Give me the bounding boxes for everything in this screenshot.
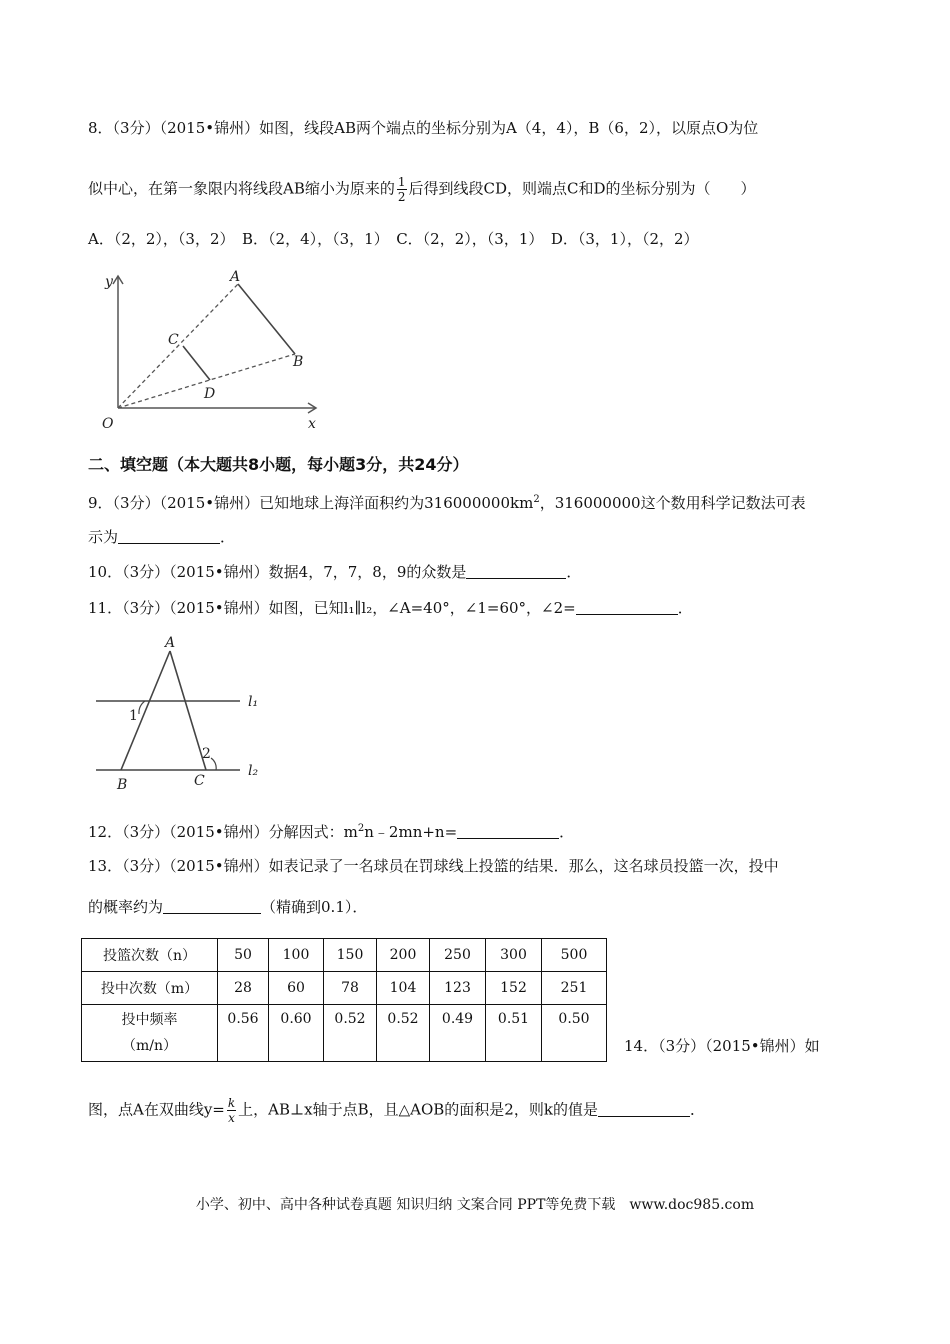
side-ac — [170, 651, 206, 770]
q12-text-b: n﹣2mn+n= — [364, 823, 458, 841]
page-footer: 小学、初中、高中各种试卷真题 知识归纳 文案合同 PPT等免费下载 www.doc985.com — [195, 1197, 755, 1213]
q8-line2-text-b: 后得到线段CD，则端点C和D的坐标分别为（ ） — [408, 179, 756, 198]
q10-text: 10．（3分）（2015•锦州）数据4，7，7，8，9的众数是 — [88, 563, 467, 581]
q11-end: ． — [677, 599, 693, 617]
q13-line1: 13．（3分）（2015•锦州）如表记录了一名球员在罚球线上投篮的结果．那么，这名球员投篮一次，投中 — [88, 857, 779, 875]
label-a: A — [230, 269, 241, 285]
label-c: C — [194, 773, 205, 789]
row-label-hits: 投中次数（m） — [82, 972, 218, 1005]
label-angle1: 1 — [129, 708, 138, 724]
q12-answer-blank[interactable] — [457, 824, 559, 839]
label-b: B — [117, 777, 128, 793]
table-row — [82, 972, 607, 1005]
q14-line1: 14．（3分）（2015•锦州）如 — [624, 1037, 820, 1055]
angle2-arc — [211, 758, 216, 770]
row-label-frequency — [82, 1005, 218, 1062]
shooting-table — [81, 938, 607, 1062]
q14-frac-den: x — [228, 1111, 235, 1125]
q13-line2 — [88, 897, 367, 917]
table-cell: 0.52 — [377, 1005, 430, 1062]
q14-text-a: 图，点A在双曲线y= — [88, 1100, 225, 1119]
q10-line — [88, 562, 581, 582]
label-a: A — [165, 635, 176, 651]
table-cell: 28 — [218, 972, 269, 1005]
label-x: x — [308, 416, 316, 432]
q14-line2 — [88, 1096, 705, 1125]
q12-text-a: 12．（3分）（2015•锦州）分解因式：m — [88, 823, 358, 841]
q13-line2-text-a: 的概率约为 — [88, 898, 164, 916]
q9-line2 — [88, 527, 235, 547]
q11-figure — [88, 634, 288, 796]
q11-answer-blank[interactable] — [576, 600, 678, 615]
row-label-frequency-l1: 投中频率 — [121, 1012, 178, 1028]
table-cell: 60 — [269, 972, 324, 1005]
table-row — [82, 1005, 607, 1062]
q8-figure — [88, 262, 328, 434]
q8-fraction — [397, 175, 407, 204]
row-label-attempts: 投篮次数（n） — [82, 939, 218, 972]
segment-cd — [183, 346, 210, 380]
segment-ab — [238, 284, 295, 354]
q14-text-b: 上，AB⊥x轴于点B，且△AOB的面积是2，则k的值是 — [238, 1100, 598, 1119]
q8-line1: 8．（3分）（2015•锦州）如图，线段AB两个端点的坐标分别为A（4，4），B（6，2），以原点O为位 — [88, 119, 759, 137]
q8-options: A．（2，2），（3，2） B．（2，4），（3，1） C．（2，2），（3，1） D．（3，1），（2，2） — [88, 230, 699, 248]
q9-end: ． — [220, 528, 236, 546]
q12-line — [88, 819, 574, 842]
section-title: 二、填空题（本大题共8小题，每小题3分，共24分） — [88, 455, 469, 474]
table-row — [82, 939, 607, 972]
table-cell: 123 — [430, 972, 486, 1005]
q14-fraction — [227, 1096, 236, 1125]
table-cell: 300 — [486, 939, 542, 972]
q14-frac-num: k — [227, 1096, 236, 1110]
q12-sup: 2 — [357, 823, 365, 834]
label-b: B — [293, 354, 304, 370]
table-cell: 0.52 — [324, 1005, 377, 1062]
row-label-frequency-l2: （m/n） — [121, 1038, 177, 1054]
q10-answer-blank[interactable] — [466, 564, 566, 579]
q8-frac-den: 2 — [397, 190, 406, 204]
q11-text: 11．（3分）（2015•锦州）如图，已知l₁∥l₂，∠A=40°，∠1=60°，∠2= — [88, 599, 576, 617]
q14-answer-blank[interactable] — [598, 1102, 690, 1117]
table-cell: 500 — [542, 939, 607, 972]
table-cell: 78 — [324, 972, 377, 1005]
q9-line1 — [88, 490, 806, 513]
q9-sup: 2 — [533, 494, 540, 505]
q9-text-b: ，316000000这个数用科学记数法可表 — [539, 494, 806, 512]
table-cell: 0.60 — [269, 1005, 324, 1062]
table-cell: 50 — [218, 939, 269, 972]
label-y: y — [105, 274, 113, 290]
q13-line2-text-b: （精确到0.1）． — [261, 898, 368, 916]
table-cell: 200 — [377, 939, 430, 972]
q9-line2-text: 示为 — [88, 528, 119, 546]
q8-line2 — [88, 175, 756, 204]
table-cell: 0.50 — [542, 1005, 607, 1062]
table-cell: 0.49 — [430, 1005, 486, 1062]
q9-answer-blank[interactable] — [118, 529, 220, 544]
label-l1: l₁ — [248, 694, 259, 710]
q11-line — [88, 598, 693, 618]
table-cell: 152 — [486, 972, 542, 1005]
q8-line2-text-a: 似中心，在第一象限内将线段AB缩小为原来的 — [88, 179, 395, 198]
q13-answer-blank[interactable] — [163, 899, 261, 914]
table-cell: 104 — [377, 972, 430, 1005]
table-cell: 0.56 — [218, 1005, 269, 1062]
table-cell: 150 — [324, 939, 377, 972]
label-c: C — [168, 332, 179, 348]
q9-text-a: 9．（3分）（2015•锦州）已知地球上海洋面积约为316000000km — [88, 494, 534, 512]
table-cell: 100 — [269, 939, 324, 972]
label-angle2: 2 — [202, 746, 211, 762]
label-d: D — [204, 386, 216, 402]
table-cell: 0.51 — [486, 1005, 542, 1062]
table-cell: 251 — [542, 972, 607, 1005]
label-o: O — [102, 416, 114, 432]
q8-frac-num: 1 — [397, 175, 406, 189]
q14-end: ． — [689, 1100, 705, 1119]
table-cell: 250 — [430, 939, 486, 972]
q12-end: ． — [559, 823, 575, 841]
label-l2: l₂ — [248, 763, 259, 779]
q10-end: ． — [566, 563, 582, 581]
